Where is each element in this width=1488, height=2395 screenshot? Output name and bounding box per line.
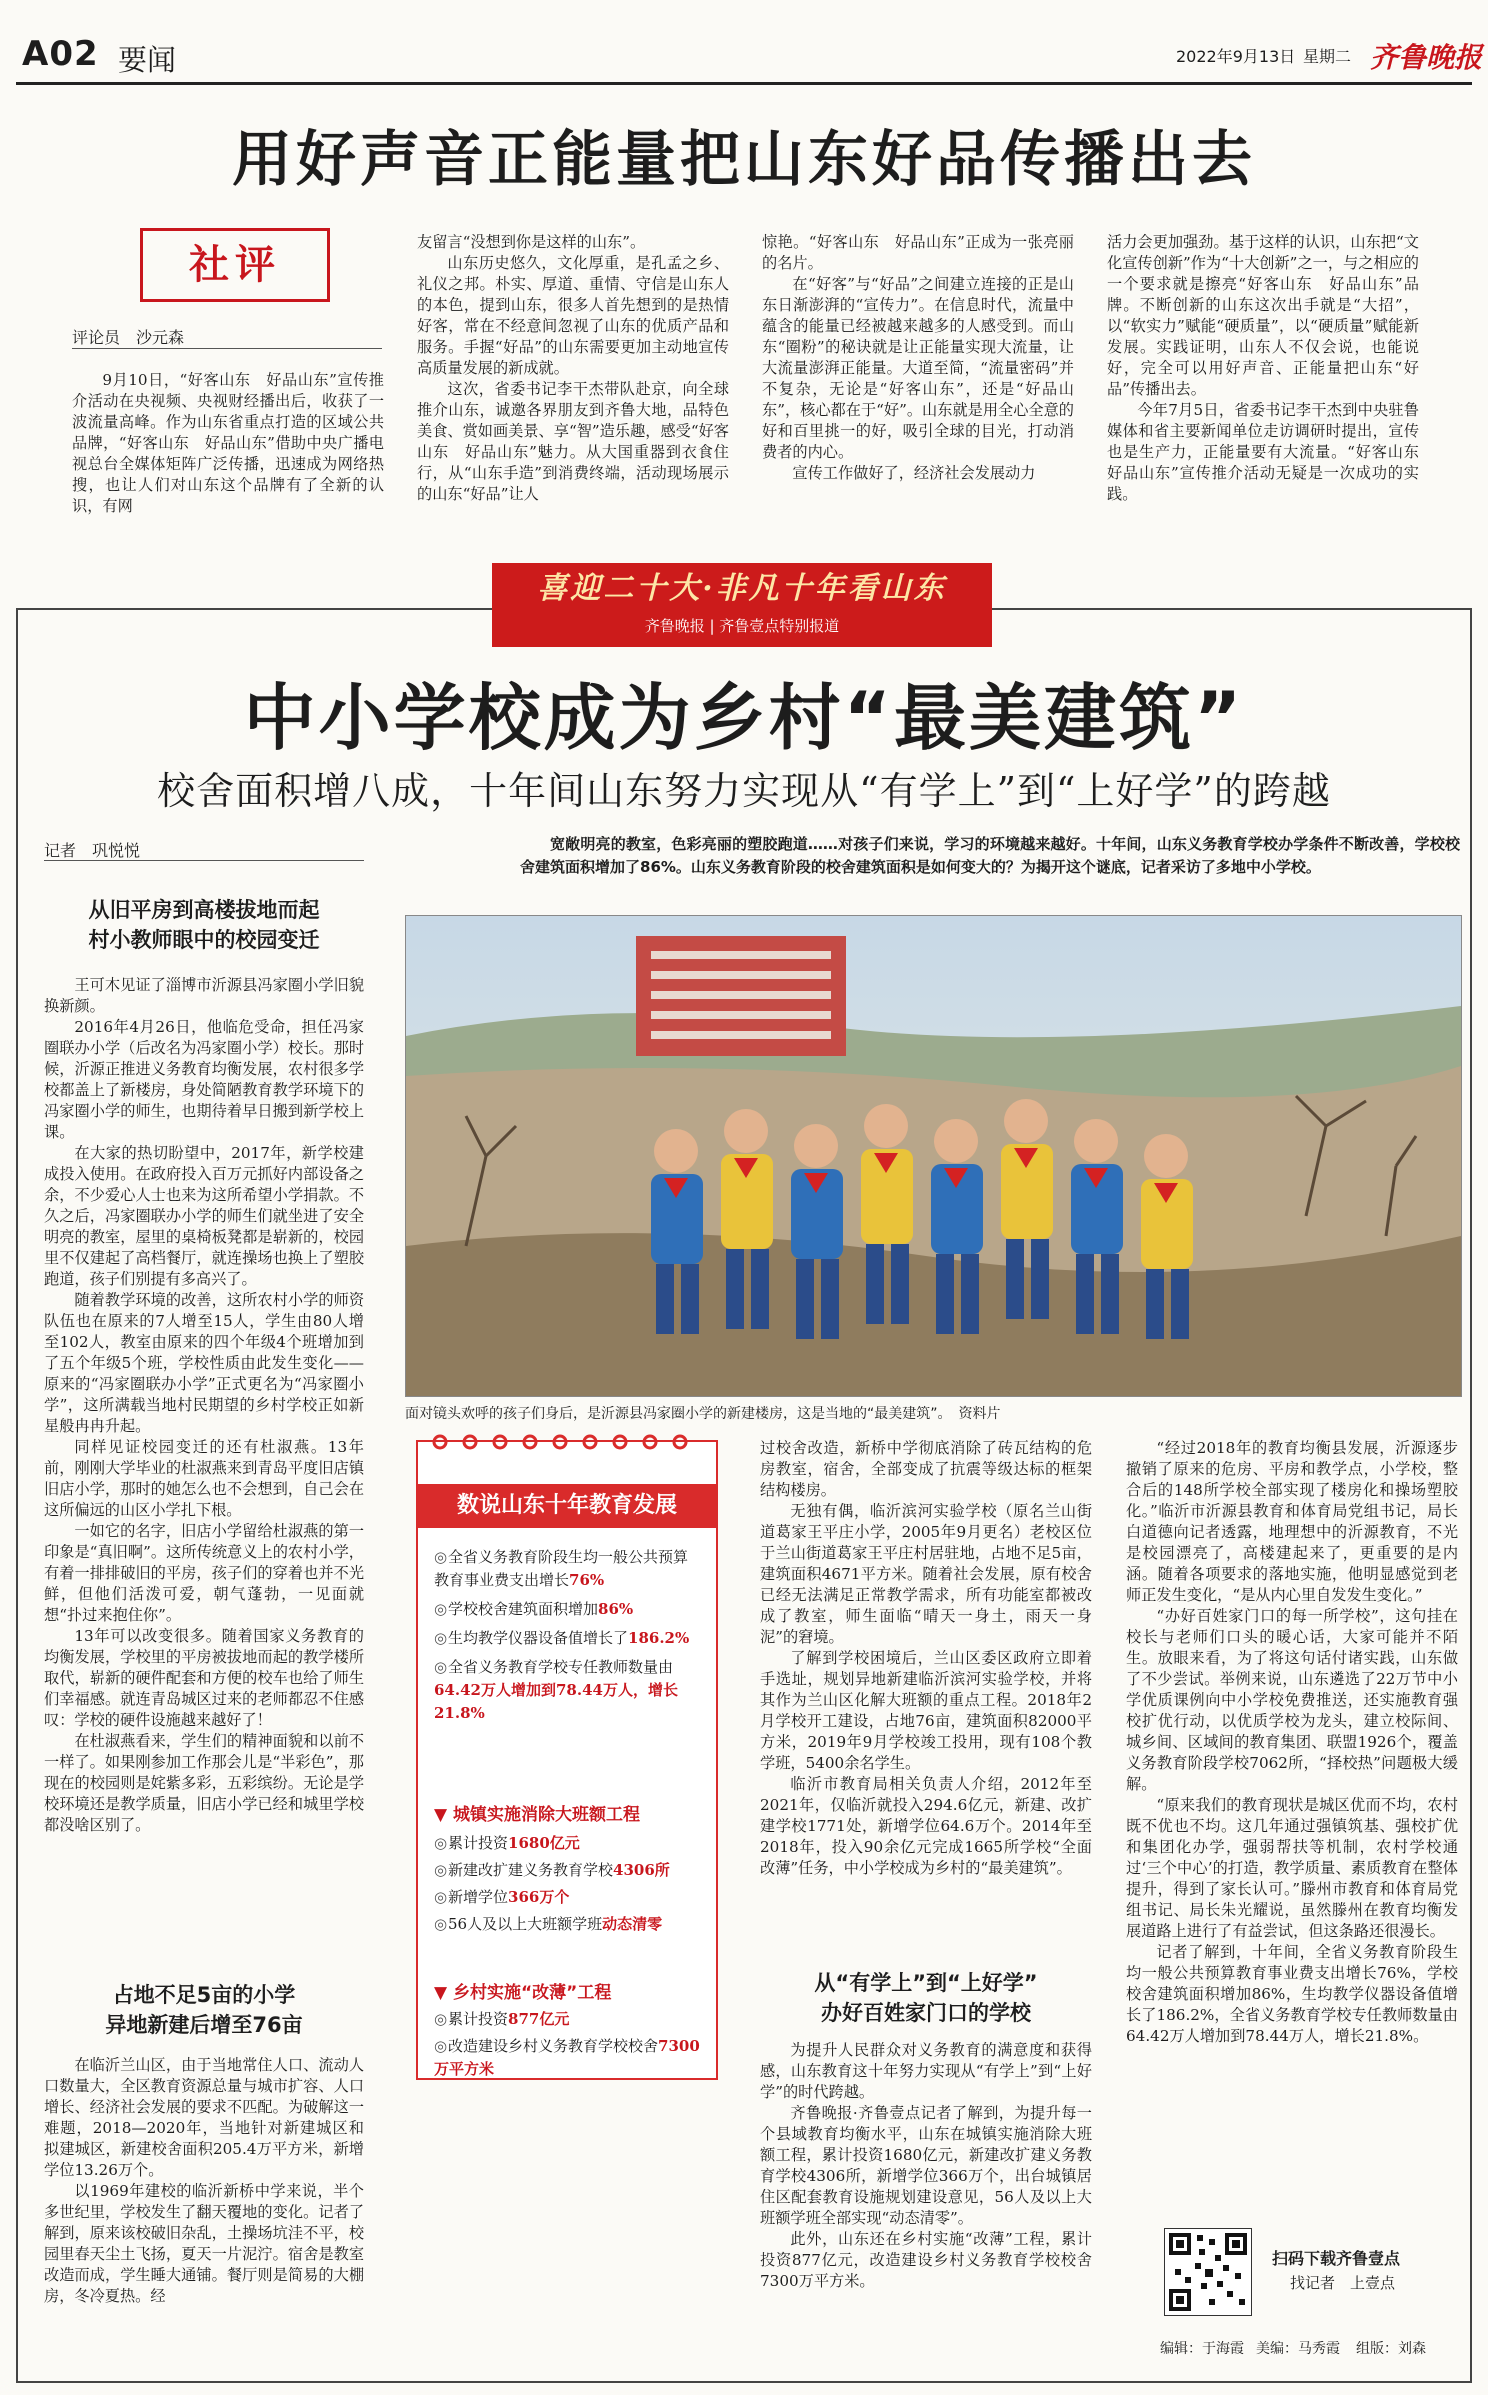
- subhead-line: 异地新建后增至76亩: [105, 2013, 303, 2037]
- feature-col-b2: [760, 2040, 1092, 2292]
- circle-bullet-icon: ◎: [434, 1548, 448, 1566]
- feature-col-c: [1126, 1438, 1458, 2047]
- paragraph: 了解到学校困境后，兰山区委区政府立即着手选址，规划异地新建临沂滨河实验学校，并将其作为兰山区化解大班额的重点工程。2018年2月学校开工建设，占地76亩，建筑面积82000平方米，2019年9月学校竣工投用，现有108个教学班，5400余名学生。: [760, 1649, 1092, 1772]
- paragraph: 在杜淑燕看来，学生们的精神面貌和以前不一样了。如果刚参加工作那会儿是“半彩色”，那现在的校园则是姹紫多彩，五彩缤纷。无论是学校环境还是教学质量，旧店小学已经和城里学校都没啥区别了。: [44, 1732, 364, 1834]
- subhead-line: 办好百姓家门口的学校: [821, 2001, 1031, 2025]
- paragraph: 此外，山东还在乡村实施“改薄”工程，累计投资877亿元，改造建设乡村义务教育学校校舍7300万平方米。: [760, 2230, 1092, 2290]
- stat-value: 1680亿元: [508, 1834, 580, 1852]
- paragraph: 惊艳。“好客山东 好品山东”正成为一张亮丽的名片。: [762, 233, 1074, 272]
- subhead-3: [760, 1968, 1092, 2028]
- feature-photo: [405, 915, 1462, 1397]
- stat-item: [434, 1886, 702, 1909]
- stats-section-title: 乡村实施“改薄”工程: [453, 1983, 612, 2003]
- feature-lead: 宽敞明亮的教室，色彩亮丽的塑胶跑道……对孩子们来说，学习的环境越来越好。十年间，山东义务教育学校办学条件不断改善，学校校舍建筑面积增加了86%。山东义务教育阶段的校舍建筑面积是如何变大的？为揭开这个谜底，记者采访了多地中小学校。: [520, 835, 1460, 876]
- editorial-col-2: [417, 232, 729, 505]
- stat-text: 改造建设乡村义务教育学校校舍: [448, 2037, 659, 2055]
- stat-value: 动态清零: [602, 1915, 663, 1933]
- subhead-line: 从旧平房到高楼拔地而起: [88, 898, 320, 922]
- stats-group-3: [434, 2008, 702, 2081]
- circle-bullet-icon: ◎: [434, 1658, 448, 1676]
- paragraph: 记者了解到，十年间，全省义务教育阶段生均一般公共预算教育事业费支出增长76%，学校校舍建筑面积增加86%，生均教学仪器设备值增长了186.2%，全省义务教育学校专任教师数量由64.42万人增加到78.44万人，增长21.8%。: [1126, 1943, 1458, 2045]
- paragraph: 以1969年建校的临沂新桥中学来说，半个多世纪里，学校发生了翻天覆地的变化。记者了解到，原来该校破旧杂乱，土操场坑洼不平，校园里春天尘土飞扬，夏天一片泥泞。宿舍是教室改造而成，学生睡大通铺。餐厅则是简易的大棚房，冬冷夏热。经: [44, 2182, 364, 2305]
- editor-credit: 编辑：于海霞: [1160, 2341, 1244, 2357]
- stats-section-2: [434, 1800, 702, 1825]
- art-credit: 美编：马秀霞: [1256, 2341, 1340, 2357]
- stat-text: 累计投资: [448, 1834, 509, 1852]
- newspaper-logo: 齐鲁晚报: [1370, 41, 1483, 74]
- triangle-bullet-icon: ▼: [434, 1983, 448, 2003]
- paragraph: 2016年4月26日，他临危受命，担任冯家圈联办小学（后改名为冯家圈小学）校长。那时候，沂源正推进义务教育均衡发展，农村很多学校都盖上了新楼房，身处简陋教育教学环境下的冯家圈小学的师生，也期待着早日搬到新学校上课。: [44, 1018, 364, 1141]
- issue-weekday: 星期二: [1303, 47, 1352, 66]
- subhead-1: [44, 895, 364, 955]
- stat-text: 全省义务教育学校专任教师数量由: [448, 1658, 674, 1676]
- stats-group-1: [434, 1546, 702, 1725]
- stat-item: [434, 1656, 702, 1725]
- banner-subtitle: 齐鲁晚报 | 齐鲁壹点特别报道: [644, 617, 840, 635]
- stat-item: [434, 2008, 702, 2031]
- stat-value: 86%: [598, 1600, 634, 1618]
- paragraph: “经过2018年的教育均衡县发展，沂源逐步撤销了原来的危房、平房和教学点，小学校，整合后的148所学校全部实现了楼房化和操场塑胶化。”临沂市沂源县教育和体育局党组书记，局长白道德向记者透露，地理想中的沂源教育，不光是校园漂亮了，高楼建起来了，更重要的是内涵。随着各项要求的落地实施，他明显感觉到老师正发生变化，“是从内心里自发发生变化。”: [1126, 1439, 1458, 1604]
- paragraph: 13年可以改变很多。随着国家义务教育的均衡发展，学校里的平房被拔地而起的教学楼所取代，崭新的硬件配套和方便的校车也给了师生们幸福感。就连青岛城区过来的老师都忍不住感叹：学校的硬件设施越来越好了！: [44, 1627, 364, 1729]
- editorial-col-4: [1107, 232, 1435, 505]
- circle-bullet-icon: ◎: [434, 1861, 448, 1879]
- series-banner: [492, 563, 992, 647]
- stat-item: [434, 1598, 702, 1621]
- calendar-rings: [430, 1432, 710, 1452]
- stat-text: 学校校舍建筑面积增加: [448, 1600, 599, 1618]
- paragraph: “原来我们的教育现状是城区优而不均，农村既不优也不均。这几年通过强镇筑基、强校扩优和集团化办学，强弱帮扶等机制，农村学校通过‘三个中心’的打造，教学质量、素质教育在整体提升，得到了家长认可。”滕州市教育和体育局党组书记、局长朱光耀说，虽然滕州在教育均衡发展道路上进行了有益尝试，但这条路还很漫长。: [1126, 1796, 1458, 1940]
- paragraph: 临沂市教育局相关负责人介绍，2012年至2021年，仅临沂就投入294.6亿元，新建、改扩建学校1771处，新增学位64.6万个。2014年至2018年，投入90余亿元完成1665所学校“全面改薄”任务，中小学校成为乡村的“最美建筑”。: [760, 1775, 1092, 1877]
- circle-bullet-icon: ◎: [434, 2037, 448, 2055]
- stats-section-3: [434, 1978, 702, 2003]
- subhead-line: 占地不足5亩的小学: [112, 1983, 296, 2007]
- byline-rule: [72, 348, 382, 349]
- stat-item: [434, 1546, 702, 1592]
- feature-headline: 中小学校成为乡村“最美建筑”: [243, 676, 1245, 760]
- qr-code[interactable]: [1164, 2228, 1252, 2316]
- paragraph: 活力会更加强劲。基于这样的认识，山东把“文化宣传创新”作为“十大创新”之一，与之相应的一个要求就是擦亮“好客山东 好品山东”品牌。不断创新的山东这次出手就是“大招”，以“软实力”赋能“硬质量”，以“硬质量”赋能新发展。实践证明，山东人不仅会说，也能说好，完全可以用好声音、正能量把山东“好品”传播出去。: [1107, 233, 1419, 398]
- ring-binding-icon: [430, 1432, 710, 1452]
- stat-item: [434, 1913, 702, 1936]
- qr-label: 扫码下载齐鲁壹点: [1272, 2249, 1401, 2268]
- paragraph: 在临沂兰山区，由于当地常住人口、流动人口数量大，全区教育资源总量与城市扩容、人口增长、经济社会发展的要求不匹配。为破解这一难题，2018—2020年，当地针对新建城区和拟建城区，新建校舍面积205.4万平方米，新增学位13.26万个。: [44, 2056, 364, 2179]
- paragraph: 无独有偶，临沂滨河实验学校（原名兰山街道葛家王平庄小学，2005年9月更名）老校区位于兰山街道葛家王平庄村居驻地，占地不足5亩，建筑面积4671平方米。随着社会发展，原有校舍已经无法满足正常教学需求，所有功能室都被改成了教室，师生面临“晴天一身土，雨天一身泥”的窘境。: [760, 1502, 1092, 1646]
- paragraph: 这次，省委书记李干杰带队赴京，向全球推介山东，诚邀各界朋友到齐鲁大地，品特色美食、赏如画美景、享“智”造乐趣，感受“好客山东 好品山东”魅力。从大国重器到衣食住行，从“山东手造”到消费终端，活动现场展示的山东“好品”让人: [417, 380, 729, 503]
- stat-value: 877亿元: [508, 2010, 570, 2028]
- stats-group-2: [434, 1832, 702, 1936]
- feature-col-b: [760, 1438, 1092, 1879]
- paragraph: 友留言“没想到你是这样的山东”。: [417, 233, 646, 251]
- school-children-photo: [406, 916, 1461, 1396]
- stat-value: 76%: [569, 1571, 605, 1589]
- stat-value: 4306所: [613, 1861, 670, 1879]
- stat-text: 累计投资: [448, 2010, 509, 2028]
- feature-byline: 记者 巩悦悦: [44, 841, 141, 860]
- circle-bullet-icon: ◎: [434, 1915, 448, 1933]
- circle-bullet-icon: ◎: [434, 1600, 448, 1618]
- byline-rule: [44, 860, 364, 861]
- stat-item: [434, 1859, 702, 1882]
- stat-value: 7300万平方米: [434, 2037, 700, 2078]
- editorial-byline: 评论员 沙元森: [72, 328, 185, 347]
- qr-code-icon: [1165, 2229, 1251, 2315]
- stat-item: [434, 1627, 702, 1650]
- stat-text: 新增学位: [448, 1888, 509, 1906]
- stat-item: [434, 2035, 702, 2081]
- paragraph: 一如它的名字，旧店小学留给杜淑燕的第一印象是“真旧啊”。这所传统意义上的农村小学，有着一排排破旧的平房，孩子们的穿着也并不光鲜，但他们活泼可爱，朝气蓬勃，一见面就想“扑过来抱住你”。: [44, 1522, 364, 1624]
- paragraph: 为提升人民群众对义务教育的满意度和获得感，山东教育这十年努力实现从“有学上”到“上好学”的时代跨越。: [760, 2041, 1092, 2101]
- paragraph: 9月10日，“好客山东 好品山东”宣传推介活动在央视频、央视财经播出后，收获了一波流量高峰。作为山东省重点打造的区域公共品牌，“好客山东 好品山东”借助中央广播电视总台全媒体矩阵广泛传播，迅速成为网络热搜，也让人们对山东这个品牌有了全新的认识，有网: [72, 371, 384, 515]
- paragraph: 宣传工作做好了，经济社会发展动力: [792, 464, 1036, 482]
- page-number: A02: [22, 34, 99, 74]
- paragraph: 齐鲁晚报·齐鲁壹点记者了解到，为提升每一个县域教育均衡水平，山东在城镇实施消除大班额工程，累计投资1680亿元，新建改扩建义务教育学校4306所，新增学位366万个，出台城镇居住区配套教育设施规划建设意见，56人及以上大班额学班全部实现“动态清零”。: [760, 2104, 1092, 2227]
- qr-sublabel: 找记者 上壹点: [1290, 2274, 1396, 2292]
- paragraph: 同样见证校园变迁的还有杜淑燕。13年前，刚刚大学毕业的杜淑燕来到青岛平度旧店镇旧店小学，那时的她怎么也不会想到，自己会在这所偏远的山区小学扎下根。: [44, 1438, 364, 1519]
- stats-section-title: 城镇实施消除大班额工程: [453, 1805, 640, 1825]
- issue-date: 2022年9月13日: [1176, 47, 1296, 66]
- circle-bullet-icon: ◎: [434, 1629, 448, 1647]
- subhead-line: 从“有学上”到“上好学”: [814, 1971, 1038, 1995]
- feature-subheadline: 校舍面积增八成，十年间山东努力实现从“有学上”到“上好学”的跨越: [157, 769, 1331, 813]
- stat-text: 生均教学仪器设备值增长了: [448, 1629, 629, 1647]
- editorial-col-1: [72, 370, 384, 517]
- subhead-line: 村小教师眼中的校园变迁: [88, 928, 320, 952]
- triangle-bullet-icon: ▼: [434, 1805, 448, 1825]
- stat-value: 64.42万人增加到78.44万人，增长21.8%: [434, 1681, 678, 1722]
- circle-bullet-icon: ◎: [434, 1888, 448, 1906]
- circle-bullet-icon: ◎: [434, 1834, 448, 1852]
- editorial-col-3: [762, 232, 1074, 484]
- feature-col-a2: [44, 2055, 364, 2307]
- stats-title: 数说山东十年教育发展: [416, 1484, 718, 1528]
- stat-text: 全省义务教育阶段生均一般公共预算教育事业费支出增长: [434, 1548, 689, 1589]
- stat-value: 366万个: [508, 1888, 570, 1906]
- section-name: 要闻: [118, 43, 177, 77]
- layout-credit: 组版：刘森: [1356, 2341, 1426, 2357]
- stat-value: 186.2%: [628, 1629, 690, 1647]
- banner-title: 喜迎二十大·非凡十年看山东: [537, 571, 947, 606]
- feature-col-a: [44, 975, 364, 1836]
- stat-item: [434, 1832, 702, 1855]
- paragraph: 在“好客”与“好品”之间建立连接的正是山东日渐澎湃的“宣传力”。在信息时代，流量中蕴含的能量已经被越来越多的人感受到。而山东“圈粉”的秘诀就是让正能量实现大流量，让大流量澎湃正能量。大道至简，“流量密码”并不复杂，无论是“好客山东”，还是“好品山东”，核心都在于“好”。山东就是用全心全意的好和百里挑一的好，吸引全球的目光，打动消费者的内心。: [762, 275, 1074, 461]
- editorial-headline: 用好声音正能量把山东好品传播出去: [232, 125, 1256, 195]
- paragraph: 山东历史悠久，文化厚重，是孔孟之乡、礼仪之邦。朴实、厚道、重情、守信是山东人的本色，提到山东，很多人首先想到的是热情好客，常在不经意间忽视了山东的优质产品和服务。手握“好品”的山东需要更加主动地宣传高质量发展的新成就。: [417, 254, 729, 377]
- paragraph: 在大家的热切盼望中，2017年，新学校建成投入使用。在政府投入百万元抓好内部设备之余，不少爱心人士也来为这所希望小学捐款。不久之后，冯家圈联办小学的师生们就坐进了安全明亮的教室，屋里的桌椅板凳都是崭新的，校园里不仅建起了高档餐厅，就连操场也换上了塑胶跑道，孩子们别提有多高兴了。: [44, 1144, 364, 1288]
- paragraph: 随着教学环境的改善，这所农村小学的师资队伍也在原来的7人增至15人，学生由80人增至102人，教室由原来的四个年级4个班增加到了五个年级5个班，学校性质由此发生变化——原来的“冯家圈联办小学”正式更名为“冯家圈小学”，这所满载当地村民期望的乡村学校正如新星般冉冉升起。: [44, 1291, 364, 1435]
- paragraph: 王可木见证了淄博市沂源县冯家圈小学旧貌换新颜。: [44, 976, 364, 1015]
- editorial-stamp: 社评: [140, 228, 330, 302]
- circle-bullet-icon: ◎: [434, 2010, 448, 2028]
- paragraph: 过校舍改造，新桥中学彻底消除了砖瓦结构的危房教室，宿舍，全部变成了抗震等级达标的框架结构楼房。: [760, 1439, 1092, 1499]
- photo-caption: 面对镜头欢呼的孩子们身后，是沂源县冯家圈小学的新建楼房，这是当地的“最美建筑”。 资料片: [405, 1406, 1001, 1422]
- subhead-2: [44, 1980, 364, 2040]
- paragraph: “办好百姓家门口的每一所学校”，这句挂在校长与老师们口头的暖心话，大家可能并不陌生。放眼来看，为了将这句话付诸实践，山东做了不少尝试。举例来说，山东遴选了22万节中小学优质课例向中小学校免费推送，还实施教育强校扩优行动，以优质学校为龙头，建立校际间、城乡间、区域间的教育集团、联盟1926个，覆盖义务教育阶段学校7062所，“择校热”问题极大缓解。: [1126, 1607, 1458, 1793]
- header-rule: [16, 82, 1472, 85]
- stat-text: 56人及以上大班额学班: [448, 1915, 603, 1933]
- stat-text: 新建改扩建义务教育学校: [448, 1861, 614, 1879]
- paragraph: 今年7月5日，省委书记李干杰到中央驻鲁媒体和省主要新闻单位走访调研时提出，宣传也是生产力，正能量要有大流量。“好客山东 好品山东”宣传推介活动无疑是一次成功的实践。: [1107, 401, 1435, 503]
